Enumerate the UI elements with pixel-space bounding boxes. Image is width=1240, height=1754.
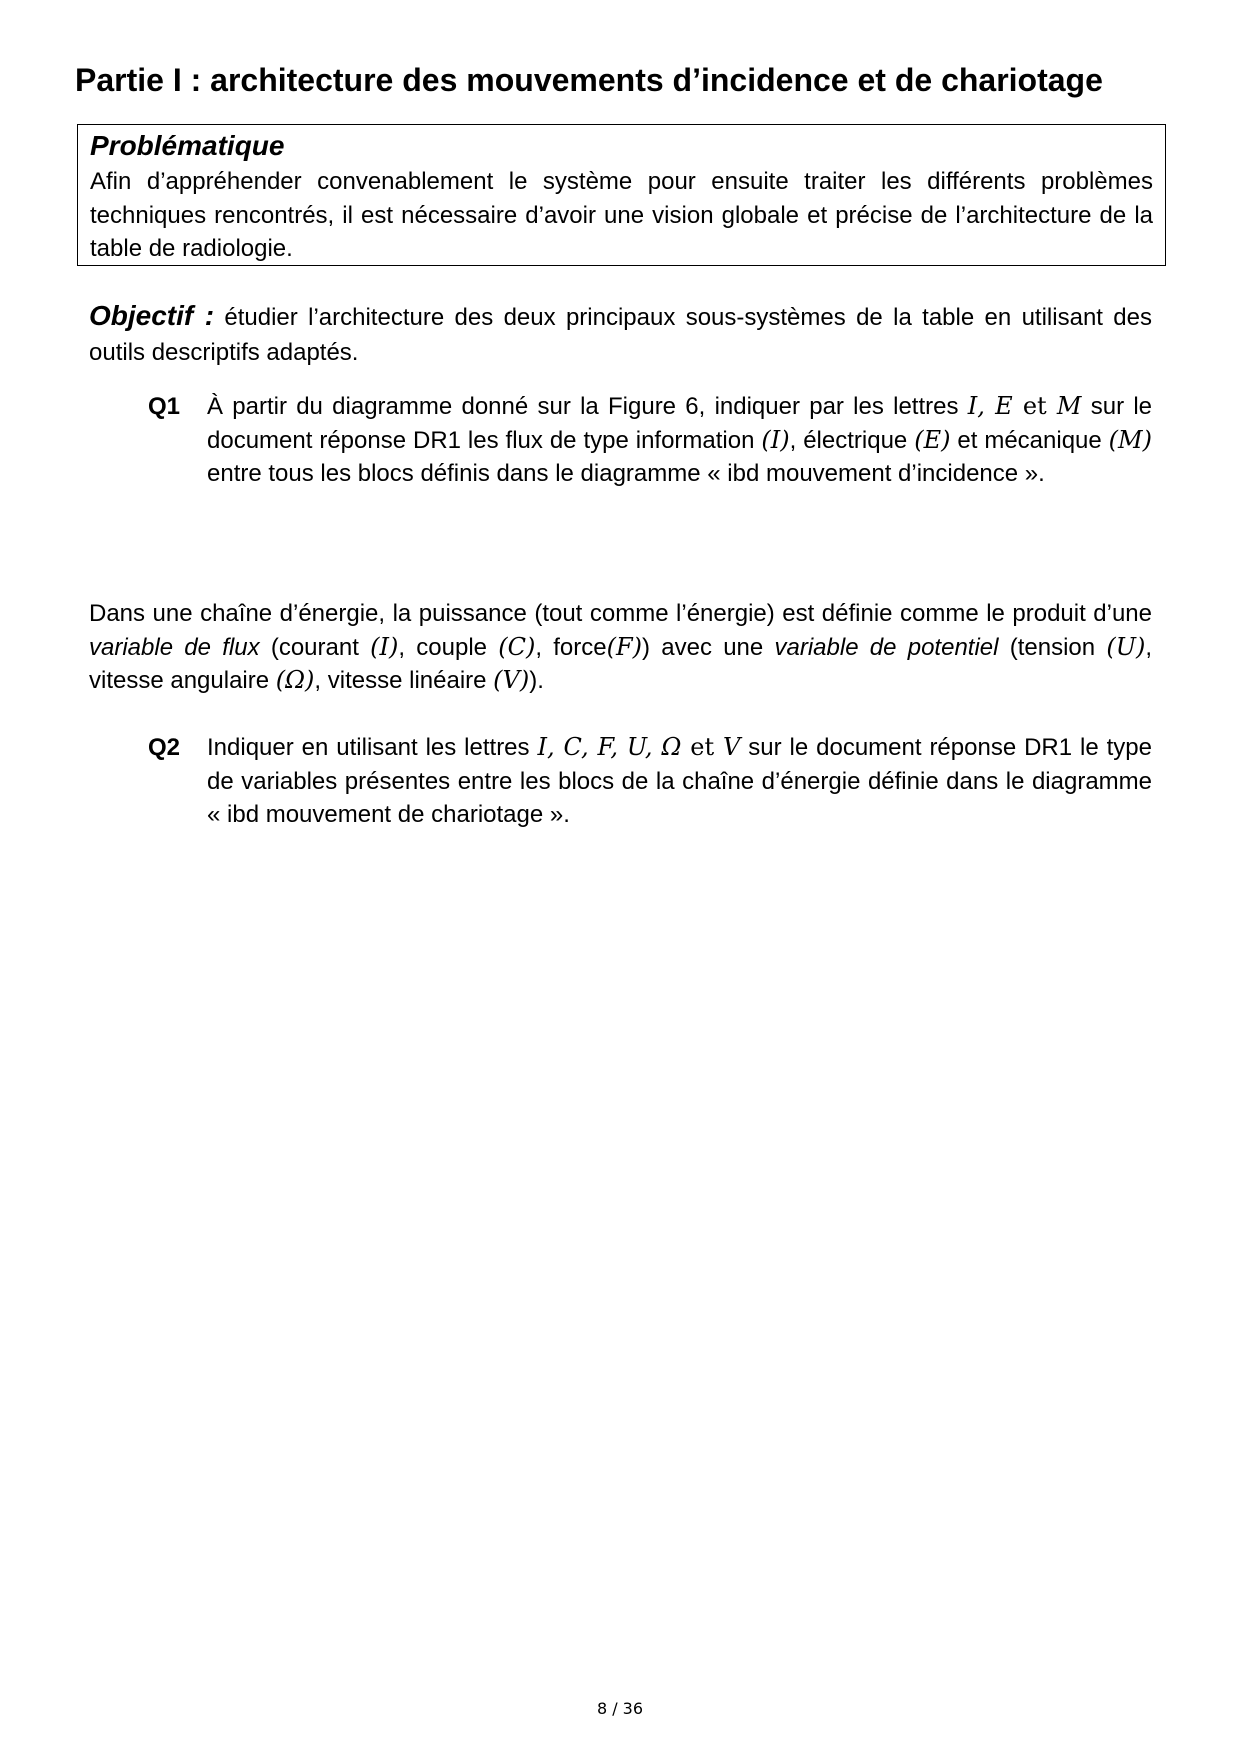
text-segment: sur le document réponse DR1 le type de variables présentes entre les blocs de la chaîne d’énergie définie dans le diagramme « ibd mouvement de chariotage ». — [207, 734, 1152, 828]
text-segment: , vitesse linéaire — [314, 667, 494, 694]
text-segment: , couple — [398, 633, 499, 661]
objective-paragraph — [89, 298, 1152, 370]
text-segment: , vitesse angulaire — [89, 633, 1152, 694]
problem-heading: Problématique — [90, 130, 285, 161]
text-segment: entre tous les blocs définis dans le diagramme « ibd mouvement d’incidence ». — [207, 460, 1045, 487]
text-segment: , force — [535, 633, 607, 661]
page-number: 8 / 36 — [596, 1699, 644, 1718]
math-symbol: (M) — [1108, 425, 1152, 454]
text-segment: et mécanique — [950, 426, 1109, 454]
math-symbol: (I) — [370, 632, 399, 661]
power-paragraph — [89, 597, 1152, 698]
math-conjunction: et — [1012, 392, 1057, 420]
math-letters: I, E — [967, 392, 1013, 420]
text-segment: À partir du diagramme donné sur la Figure 6, indiquer par les lettres — [207, 393, 968, 420]
question-text — [207, 731, 1152, 832]
problem-text: Afin d’appréhender convenablement le système pour ensuite traiter les différents problèmes techniques rencontrés, il est nécessaire d’avoir une vision globale et précise de l’architecture de la table de radiologie. — [90, 168, 1153, 262]
math-symbol: (C) — [498, 632, 536, 661]
math-letter: V — [722, 733, 741, 761]
question-number: Q1 — [148, 393, 181, 420]
text-segment: sur le document réponse DR1 les flux de type information — [207, 393, 1153, 454]
text-segment: Indiquer en utilisant les lettres — [207, 734, 538, 761]
math-symbol: (U) — [1106, 632, 1146, 661]
text-segment: , électrique — [789, 426, 915, 454]
math-conjunction: et — [681, 733, 723, 761]
text-segment: (courant — [259, 633, 371, 661]
math-letters: I, C, F, U, Ω — [537, 733, 682, 761]
problem-statement-box — [77, 124, 1166, 266]
math-symbol: (Ω) — [275, 666, 315, 694]
text-segment: ) avec une — [642, 633, 775, 661]
objective-label: Objectif : — [89, 300, 215, 331]
emphasis-term: variable de potentiel — [774, 633, 999, 661]
text-segment: (tension — [998, 633, 1107, 661]
math-symbol: (F) — [606, 632, 643, 661]
text-segment: ). — [529, 667, 544, 694]
text-segment: Dans une chaîne d’énergie, la puissance (tout comme l’énergie) est définie comme le produit d’une — [89, 600, 1152, 627]
question-number: Q2 — [148, 734, 181, 761]
page-title: Partie I : architecture des mouvements d’incidence et de chariotage — [75, 62, 1103, 98]
question-text — [207, 390, 1152, 491]
math-symbol: (I) — [761, 425, 790, 454]
emphasis-term: variable de flux — [89, 633, 260, 661]
math-letter: M — [1056, 392, 1082, 420]
math-symbol: (V) — [493, 666, 530, 694]
math-symbol: (E) — [914, 425, 951, 454]
objective-text: étudier l’architecture des deux principaux sous-systèmes de la table en utilisant des outils descriptifs adaptés. — [89, 304, 1153, 366]
